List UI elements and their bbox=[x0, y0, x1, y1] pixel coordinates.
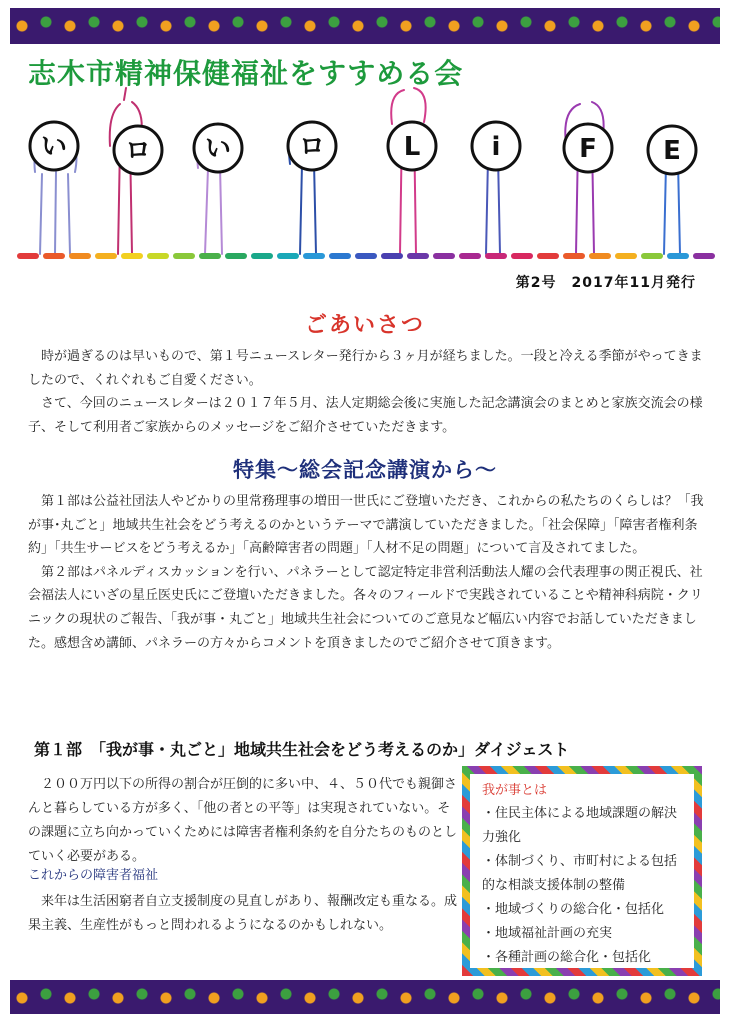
part1-subheading: これからの障害者福祉 bbox=[28, 868, 159, 883]
part1-sub-body: 来年は生活困窮者自立支援制度の見直しがあり、報酬改定も重なる。成果主義、生産性がもっと問われるようになるのかもしれない。 bbox=[28, 894, 458, 933]
org-title: 志木市精神保健福祉をすすめる会 bbox=[28, 57, 464, 90]
logo-letter: い bbox=[204, 134, 232, 164]
sidebar-list bbox=[482, 802, 688, 970]
greeting-body: 時が過ぎるのは早いもので、第１号ニュースレター発行から３ヶ月が経ちました。一段と冷える季節がやってきましたので、くれぐれもご自愛ください。 さて、今回のニュースレターは２０１７年５月、法人定期総会後に実施した記念講演会のまとめと家族交流会の様子、そして利用者ご家族からのメッセージをご紹介させていただきます。 bbox=[28, 349, 703, 435]
logo-letter: i bbox=[491, 132, 501, 162]
sidebar-box bbox=[462, 766, 702, 976]
rainbow-dash-line bbox=[16, 250, 716, 262]
feature-body: 第１部は公益社団法人やどかりの里常務理事の増田一世氏にご登壇いただき、これからの私たちのくらしは？「我が事･丸ごと」地域共生社会をどう考えるのかというテーマで講演していただきました。「社会保障」「障害者権利条約」「共生サービスをどう考えるか」「高齢障害者の問題」「人材不足の問題」について言及されてました。 第２部はパネルディスカッションを行い、パネラーとして認定特定非営利活動法人耀の会代表理事の関正視氏、社会福法人にいざの星丘医史氏にご登壇いただきました。各々のフィールドで実践されていることや精神科病院・クリニックの現状のご報告、「我が事・丸ごと」地域共生社会についてのご意見など幅広い内容でお話していただきました。感想含め講師、パネラーの方々からコメントを頂きましたのでご紹介させて頂きます。 bbox=[28, 494, 704, 651]
decorative-top-border bbox=[10, 8, 720, 44]
part1-body: ２００万円以下の所得の割合が圧倒的に多い中、４、５０代でも親御さんと暮らしている方が多く、「他の者との平等」は実現されていない。その課題に立ち向かっていくためには障害者権利条約を自分たちのものとしていく必要がある。 bbox=[28, 777, 458, 864]
list-item: ・各種計画の総合化・包括化 bbox=[482, 950, 652, 965]
logo-letter: ロ bbox=[298, 132, 326, 162]
logo-letter: L bbox=[403, 132, 421, 162]
feature-title: 特集～総会記念講演から～ bbox=[233, 458, 497, 482]
part1-heading: 第１部 「我が事・丸ごと」地域共生社会をどう考えるのか」ダイジェスト bbox=[34, 740, 570, 759]
decorative-bottom-border bbox=[10, 980, 720, 1014]
logo-letter: F bbox=[579, 134, 597, 164]
list-item: ・住民主体による地域課題の解決力強化 bbox=[482, 806, 678, 845]
logo-letter: ロ bbox=[124, 136, 152, 166]
list-item: ・地域福祉計画の充実 bbox=[482, 926, 613, 941]
greeting-title: ごあいさつ bbox=[304, 313, 425, 338]
issue-line: 第2号 2017年11月発行 bbox=[515, 275, 696, 291]
logo-letter: い bbox=[40, 132, 68, 162]
list-item: ・体制づくり、市町村による包括的な相談支援体制の整備 bbox=[482, 854, 678, 893]
sidebar-title: 我が事とは bbox=[482, 783, 548, 798]
hands-illustration bbox=[0, 84, 730, 262]
logo-letter: E bbox=[663, 136, 681, 166]
list-item: ・地域づくりの総合化・包括化 bbox=[482, 902, 665, 917]
